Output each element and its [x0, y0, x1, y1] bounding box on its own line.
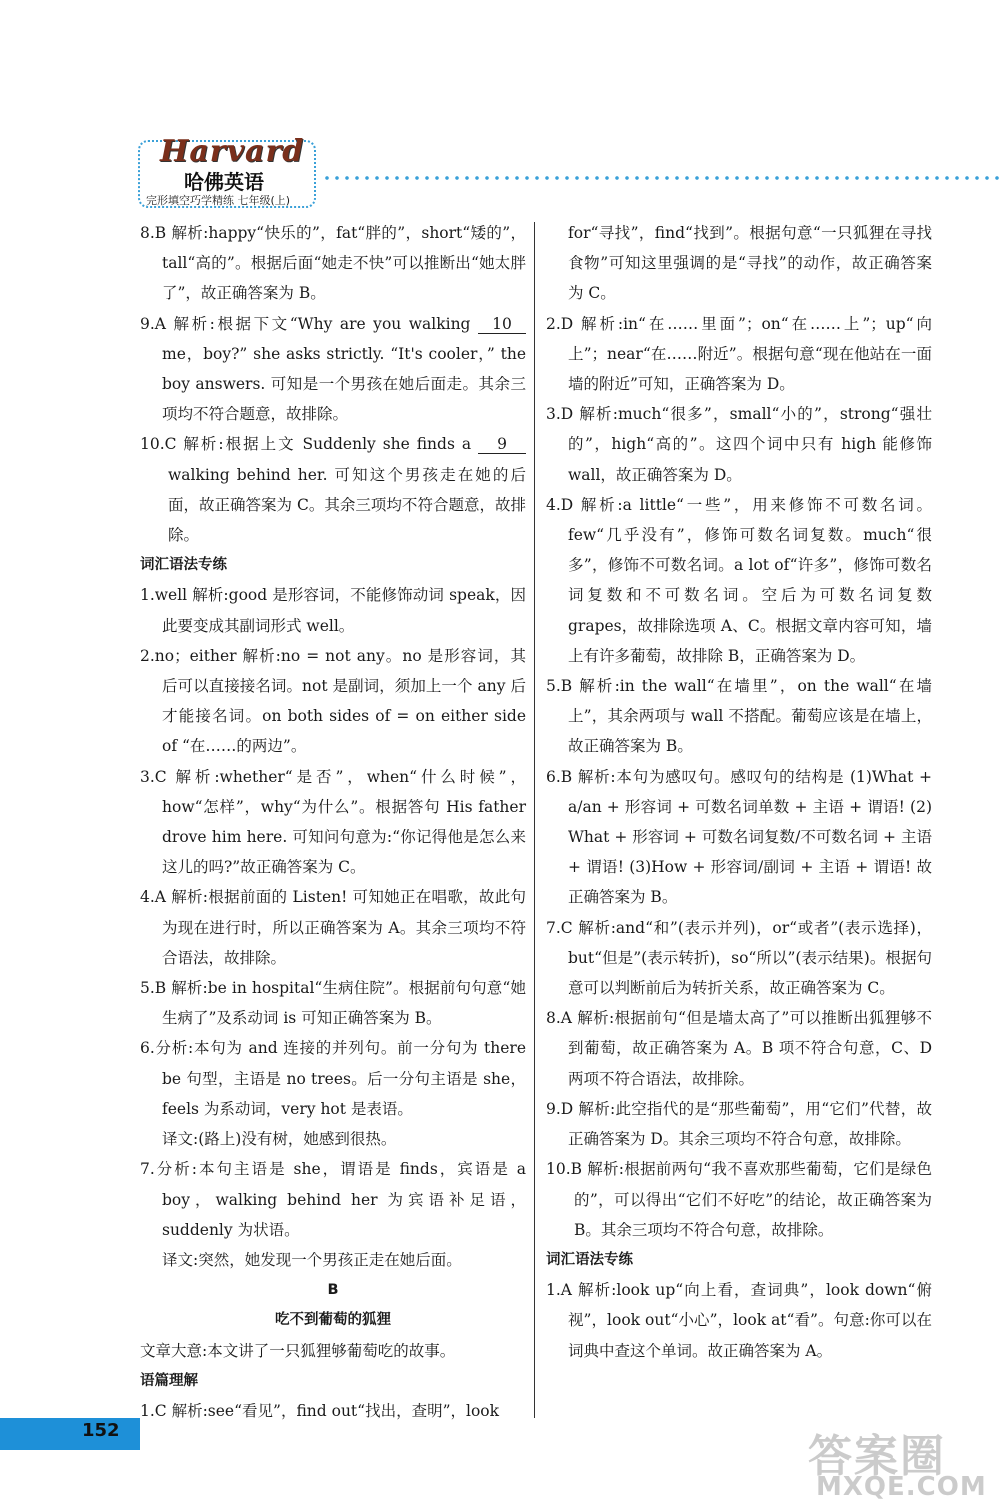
story-title: 吃不到葡萄的狐狸	[275, 1312, 391, 1329]
column-divider	[534, 222, 535, 1418]
section-heading-reading: 语篇理解	[140, 1372, 198, 1389]
watermark	[800, 1420, 990, 1504]
answer-8: 8.B 解析:happy“快乐的”，fat“胖的”，short“矮的”，tall“高的”。根据后面“她走不快”可以推断出“她太胖了”，故正确答案为 B。	[140, 224, 526, 303]
vocab-1: 1.well 解析:good 是形容词，不能修饰动词 speak，因此要变成其副词形式 well。	[140, 586, 526, 635]
answer-10-pre: 10.C 解析:根据上文 Suddenly she finds a	[140, 435, 478, 454]
section-heading-vocab: 词汇语法专练	[140, 557, 227, 574]
watermark-cn: 答案圈	[808, 1431, 946, 1482]
dotted-rule	[322, 176, 1000, 180]
section-heading-vocab-2: 词汇语法专练	[546, 1251, 633, 1268]
reading-5: 5.B 解析:in the wall“在墙里”，on the wall“在墙上”，其余两项与 wall 不搭配。葡萄应该是在墙上，故正确答案为 B。	[546, 677, 932, 756]
story-gist: 文章大意:本文讲了一只狐狸够葡萄吃的故事。	[140, 1341, 456, 1360]
answer-9-pre: 9.A 解析:根据下文“Why are you walking	[140, 314, 478, 333]
reading-6: 6.B 解析:本句为感叹句。感叹句的结构是 (1)What + a/an + 形容词 + 可数名词单数 + 主语 + 谓语! (2) What + 形容词 + 可数名词复数/不可数名词 + 主语 + 谓语! (3)How + 形容词/副词 + 主语 + 谓语! 故正确答案为 B。	[546, 767, 932, 907]
left-column	[140, 218, 526, 1426]
vocab-3: 3.C 解析:whether“是否”，when“什么时候”，how“怎样”，why“为什么”。根据答句 His father drove him here. 可知问句意为:“你记得他是怎么来这儿的吗?”故正确答案为 C。	[140, 767, 526, 877]
reading-9: 9.D 解析:此空指代的是“那些葡萄”，用“它们”代替，故正确答案为 D。其余三项均不符合句意，故排除。	[546, 1099, 932, 1149]
page-header	[138, 130, 1000, 212]
page-number: 152	[82, 1420, 120, 1441]
answer-10	[140, 429, 526, 550]
answer-10-post: walking behind her. 可知这个男孩走在她的后面，故正确答案为 C。其余三项均不符合题意，故排除。	[168, 465, 526, 545]
reading-1-continued: for“寻找”，find“找到”。根据句意“一只狐狸在寻找食物”可知这里强调的是“寻找”的动作，故正确答案为 C。	[568, 224, 932, 303]
vocab-2: 2.no；either 解析:no = not any。no 是形容词，其后可以直接接名词。not 是副词，须加上一个 any 后才能接名词。on both sides of = on either side of “在……的两边”。	[140, 646, 526, 756]
answer-9-post: me，boy?” she asks strictly. “It's cooler，” the boy answers. 可知是一个男孩在她后面走。其余三项均不符合题意，故排除。	[162, 344, 526, 424]
reading-8: 8.A 解析:根据前句“但是墙太高了”可以推断出狐狸够不到葡萄，故正确答案为 A。B 项不符合句意，C、D 两项不符合语法，故排除。	[546, 1009, 932, 1088]
logo-chinese: 哈佛英语	[184, 170, 264, 194]
vocab-6-translation: 译文:(路上)没有树，她感到很热。	[162, 1130, 397, 1149]
vocab-7-translation: 译文:突然，她发现一个男孩正走在她后面。	[162, 1250, 462, 1269]
reading-7: 7.C 解析:and“和”(表示并列)，or“或者”(表示选择)，but“但是”(表示转折)，so“所以”(表示结果)。根据句意可以判断前后为转折关系，故正确答案为 C。	[546, 918, 932, 998]
reading-2: 2.D 解析:in“在……里面”；on“在……上”；up“向上”；near“在……附近”。根据句意“现在他站在一面墙的附近”可知，正确答案为 D。	[546, 314, 932, 394]
answer-9	[140, 309, 526, 430]
vocab2-1: 1.A 解析:look up“向上看，查词典”，look down“俯视”，look out“小心”，look at“看”。句意:你可以在词典中查这个单词。故正确答案为 A。	[546, 1281, 932, 1360]
right-column	[546, 218, 932, 1366]
reading-4: 4.D 解析:a little“一些”，用来修饰不可数名词。few“几乎没有”，修饰可数名词复数。much“很多”，修饰不可数名词。a lot of“许多”，修饰可数名词复数和不可数名词。空后为可数名词复数 grapes，故排除选项 A、C。根据文章内容可知，墙上有许多葡萄，故排除 B，正确答案为 D。	[546, 495, 932, 665]
watermark-en: MXQE.COM	[816, 1472, 987, 1502]
vocab-7: 7.分析:本句主语是 she，谓语是 finds，宾语是 a boy，walking behind her 为宾语补足语，suddenly 为状语。	[140, 1160, 526, 1239]
reading-1: 1.C 解析:see“看见”，find out“找出，查明”，look	[140, 1401, 500, 1420]
reading-10: 10.B 解析:根据前两句“我不喜欢那些葡萄，它们是绿色的”，可以得出“它们不好吃”的结论，故正确答案为 B。其余三项均不符合句意，故排除。	[546, 1160, 932, 1239]
vocab-6: 6.分析:本句为 and 连接的并列句。前一分句为 there be 句型，主语是 no trees。后一分句主语是 she，feels 为系动词，very hot 是表语。	[140, 1039, 526, 1118]
reading-3: 3.D 解析:much“很多”，small“小的”，strong“强壮的”，high“高的”。这四个词中只有 high 能修饰 wall，故正确答案为 D。	[546, 405, 932, 484]
book-subtitle: 完形填空巧学精练 七年级(上)	[146, 194, 291, 207]
vocab-5: 5.B 解析:be in hospital“生病住院”。根据前句句意“她生病了”及系动词 is 可知正确答案为 B。	[140, 979, 526, 1028]
vocab-4: 4.A 解析:根据前面的 Listen! 可知她正在唱歌，故此句为现在进行时，所以正确答案为 A。其余三项均不符合语法，故排除。	[140, 888, 526, 967]
logo-english: Harvard	[160, 134, 305, 169]
answer-10-blank: 9	[478, 435, 526, 454]
part-b-label: B	[327, 1282, 339, 1299]
harvard-logo	[138, 134, 316, 208]
answer-9-blank: 10	[478, 315, 526, 334]
